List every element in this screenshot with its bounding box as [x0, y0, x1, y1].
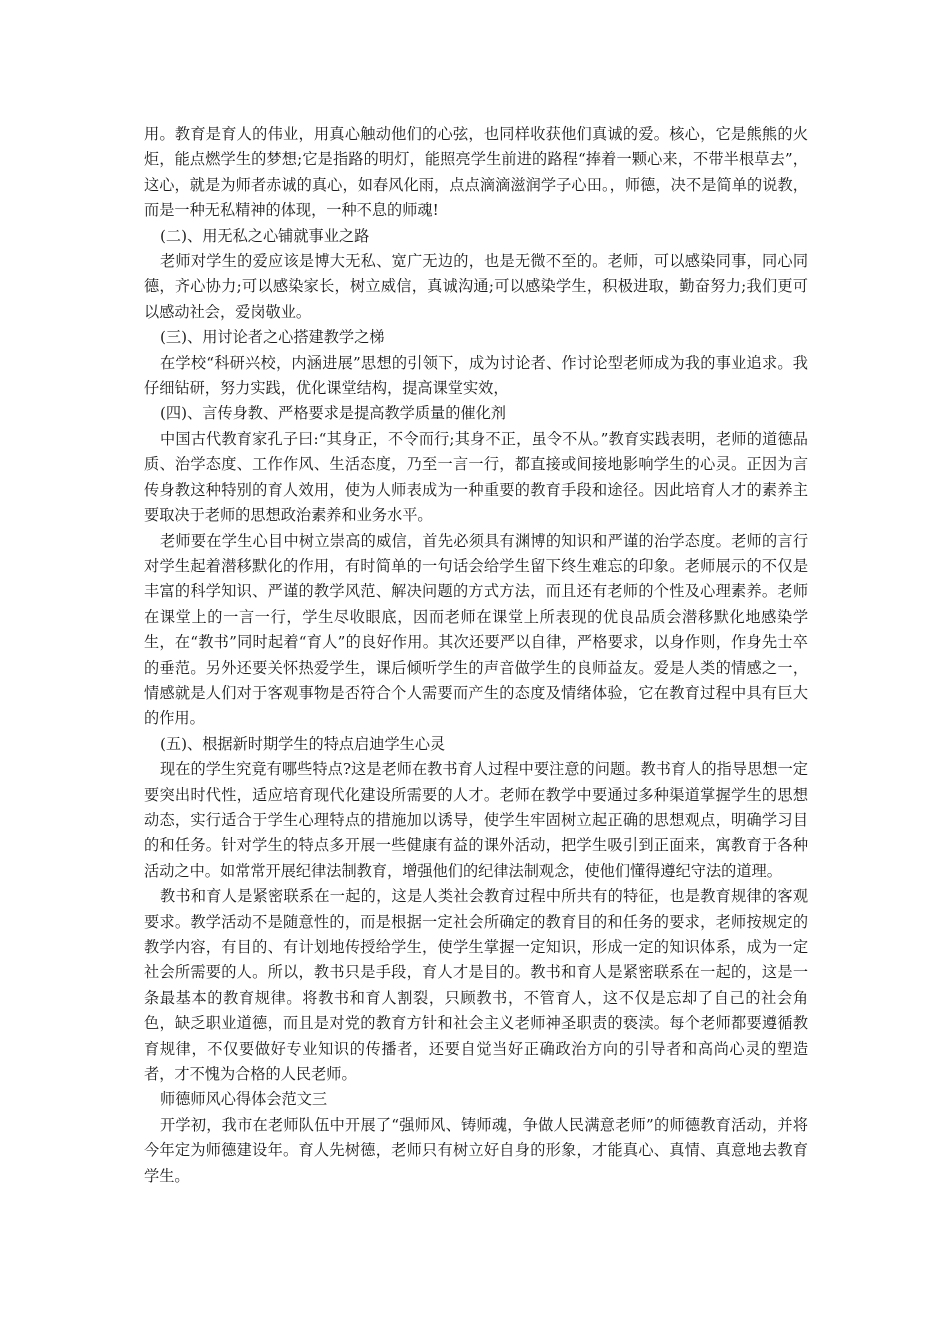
section-heading: (二)、用无私之心铺就事业之路 [160, 226, 370, 245]
paragraph: 教书和育人是紧密联系在一起的，这是人类社会教育过程中所共有的特征，也是教育规律的客观要求。教学活动不是随意性的，而是根据一定社会所确定的教育目的和任务的要求，老师按规定的教学内容，有目的、有计划地传授给学生，使学生掌握一定知识，形成一定的知识体系，成为一定社会所需要的人。所以，教书只是手段，育人才是目的。教书和育人是紧密联系在一起的，这是一条最基本的教育规律。将教书和育人割裂，只顾教书，不管育人，这不仅是忘却了自己的社会角色，缺乏职业道德，而且是对党的教育方针和社会主义老师神圣职责的亵渎。每个老师都要遵循教育规律，不仅要做好专业知识的传播者，还要自觉当好正确政治方向的引导者和高尚心灵的塑造者，才不愧为合格的人民老师。 [144, 887, 808, 1084]
paragraph: 老师要在学生心目中树立崇高的威信，首先必须具有渊博的知识和严谨的治学态度。老师的言行对学生起着潜移默化的作用，有时简单的一句话会给学生留下终生难忘的印象。老师展示的不仅是丰富的科学知识、严谨的教学风范、解决问题的方式方法，而且还有老师的个性及心理素养。老师在课堂上的一言一行，学生尽收眼底，因而老师在课堂上所表现的优良品质会潜移默化地感染学生，在“教书”同时起着“育人”的良好作用。其次还要严以自律，严格要求，以身作则，作身先士卒的垂范。另外还要关怀热爱学生，课后倾听学生的声音做学生的良师益友。爱是人类的情感之一，情感就是人们对于客观事物是否符合个人需要而产生的态度及情绪体验，它在教育过程中具有巨大的作用。 [144, 531, 808, 728]
section-heading: 师德师风心得体会范文三 [160, 1090, 328, 1109]
paragraph: 在学校“科研兴校，内涵进展”思想的引领下，成为讨论者、作讨论型老师成为我的事业追求。我仔细钻研，努力实践，优化课堂结构，提高课堂实效， [144, 353, 808, 398]
paragraph: 老师对学生的爱应该是博大无私、宽广无边的，也是无微不至的。老师，可以感染同事，同心同德，齐心协力;可以感染家长，树立威信，真诚沟通;可以感染学生，积极进取，勤奋努力;我们更可以感动社会，爱岗敬业。 [144, 252, 808, 321]
document-page [144, 122, 808, 1189]
paragraph: 现在的学生究竟有哪些特点?这是老师在教书育人过程中要注意的问题。教书育人的指导思想一定要突出时代性，适应培育现代化建设所需要的人才。老师在教学中要通过多种渠道掌握学生的思想动态，实行适合于学生心理特点的措施加以诱导，使学生牢固树立起正确的思想观点，明确学习目的和任务。针对学生的特点多开展一些健康有益的课外活动，把学生吸引到正面来，寓教育于各种活动之中。如常常开展纪律法制教育，增强他们的纪律法制观念，使他们懂得遵纪守法的道理。 [144, 760, 808, 880]
section-heading: (三)、用讨论者之心搭建教学之梯 [160, 328, 385, 347]
paragraph: 开学初，我市在老师队伍中开展了“强师风、铸师魂，争做人民满意老师”的师德教育活动，并将今年定为师德建设年。育人先树德，老师只有树立好自身的形象，才能真心、真情、真意地去教育学生。 [144, 1115, 808, 1185]
section-heading: (五)、根据新时期学生的特点启迪学生心灵 [160, 734, 446, 753]
paragraph: 用。教育是育人的伟业，用真心触动他们的心弦，也同样收获他们真诚的爱。核心，它是熊熊的火炬，能点燃学生的梦想;它是指路的明灯，能照亮学生前进的路程“捧着一颗心来，不带半根草去”，这心，就是为师者赤诚的真心，如春风化雨，点点滴滴滋润学子心田。，师德，决不是简单的说教，而是一种无私精神的体现，一种不息的师魂! [144, 125, 808, 220]
section-heading: (四)、言传身教、严格要求是提高教学质量的催化剂 [160, 404, 506, 423]
paragraph: 中国古代教育家孔子曰:“其身正，不令而行;其身不正，虽令不从。”教育实践表明，老师的道德品质、治学态度、工作作风、生活态度，乃至一言一行，都直接或间接地影响学生的心灵。正因为言传身教这种特别的育人效用，使为人师表成为一种重要的教育手段和途径。因此培育人才的素养主要取决于老师的思想政治素养和业务水平。 [144, 429, 808, 525]
